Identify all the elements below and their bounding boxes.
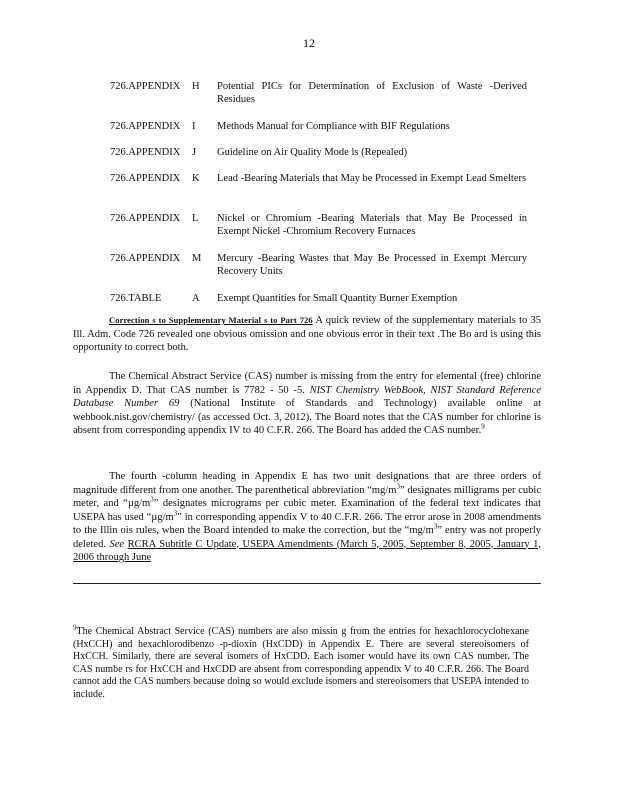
footnote-text: The Chemical Abstract Service (CAS) numbers are also missin g from the entries for hexachlorocyclohexane (HxCCH) and hexachlorodibenzo -p-dioxin (HxCDD) in Appendix E. There are several stereoisomers of HxCCH. Similarly, there are several isomers of HxCDD. Each isomer would have its own CAS number. The CAS numbe rs for HxCCH and HxCDD are absent from corresponding appendix V to 40 C.F.R. 266. The Board cannot add the CAS numbers because doing so would exclude isomers and stereoisomers that USEPA intended to include. xyxy=(73,626,529,700)
paragraph-text: The fourth -column heading in Appendix E has two unit designations that are three orders of magnitude different from one another. The parenthetical abbreviation “mg/m xyxy=(73,471,541,496)
section-title: Potential PICs for Determination of Exclusion of Waste -Derived Residues xyxy=(217,81,527,105)
paragraph-heading: Correction s to Supplementary Material s to Part 726 xyxy=(109,315,313,325)
paragraph-corrections xyxy=(73,314,541,355)
section-letter: A xyxy=(192,293,200,304)
section-label: 726.APPENDIX xyxy=(110,173,181,184)
superscript: 3 xyxy=(396,482,400,490)
section-letter: L xyxy=(192,213,199,224)
footnote xyxy=(73,623,529,701)
section-title: Lead -Bearing Materials that May be Processed in Exempt Lead Smelters xyxy=(217,173,527,184)
footnote-ref: 9 xyxy=(481,422,485,431)
section-letter: K xyxy=(192,173,200,184)
section-label: 726.APPENDIX xyxy=(110,213,181,224)
paragraph-text: ” in corresponding appendix V to 40 C.F.R. 266. The error arose in 2008 amendments to the Illin ois rules, when the Board intended to make the correction, but the “mg/m xyxy=(73,511,541,536)
paragraph-text: ” designates micrograms per cubic meter. Examination of the federal text indicates that USEPA has used “µg/m xyxy=(73,498,542,523)
citation-rcra: RCRA Subtitle C Update, USEPA Amendments (March 5, 2005, September 8, 2005, January 1, 2006 through June xyxy=(73,538,542,563)
paragraph-cas-chlorine xyxy=(73,370,541,438)
section-label: 726.APPENDIX xyxy=(110,253,181,264)
footnote-mark: 9 xyxy=(73,623,77,632)
section-letter: J xyxy=(192,147,197,158)
section-letter: I xyxy=(192,121,196,132)
section-letter: M xyxy=(192,253,202,264)
section-label: 726.APPENDIX xyxy=(110,81,181,92)
citation-nist: NIST Chemistry WebBook, NIST Standard Reference Database Number 69 xyxy=(73,384,542,409)
paragraph-text: A quick review of the supplementary materials to 35 Ill. Adm. Code 726 revealed one obvious omission and one obvious error in their text .The Bo ard is using this opportunity to correct both. xyxy=(73,315,541,353)
paragraph-text: ” entry was not properly deleted. xyxy=(73,525,541,550)
see-signal: See xyxy=(109,538,125,550)
section-title: Methods Manual for Compliance with BIF Regulations xyxy=(217,121,450,132)
section-title: Nickel or Chromium -Bearing Materials that May Be Processed in Exempt Nickel -Chromium Recovery Furnaces xyxy=(217,213,527,237)
superscript: 3 xyxy=(173,509,178,517)
paragraph-text: (National Institute of Standards and Technology) available online at webbook.nist.gov/chemistry/ (as accessed Oct. 3, 2012). The Board notes that the CAS number for chlorine is absent from corresponding appendix IV to 40 C.F.R. 266. The Board has added the CAS number. xyxy=(73,398,541,436)
section-title: Mercury -Bearing Wastes that May Be Processed in Exempt Mercury Recovery Units xyxy=(217,253,527,277)
page-number: 12 xyxy=(303,36,315,50)
paragraph-text: The Chemical Abstract Service (CAS) number is missing from the entry for elemental (free) chlorine in Appendix D. That CAS number is 7782 - 50 -5. xyxy=(73,371,541,396)
section-letter: H xyxy=(192,81,200,92)
superscript: 3 xyxy=(433,522,438,531)
section-label: 726.TABLE xyxy=(110,293,162,304)
section-title: Guideline on Air Quality Mode ls (Repealed) xyxy=(217,147,408,158)
section-label: 726.APPENDIX xyxy=(110,121,181,132)
section-label: 726.APPENDIX xyxy=(110,147,181,158)
footnote-separator xyxy=(73,583,541,584)
paragraph-text: ” designates milligrams per cubic meter, and “µg/m xyxy=(73,484,542,509)
section-title: Exempt Quantities for Small Quantity Burner Exemption xyxy=(217,293,458,304)
superscript: 3 xyxy=(150,495,154,504)
paragraph-unit-designations xyxy=(73,470,541,565)
